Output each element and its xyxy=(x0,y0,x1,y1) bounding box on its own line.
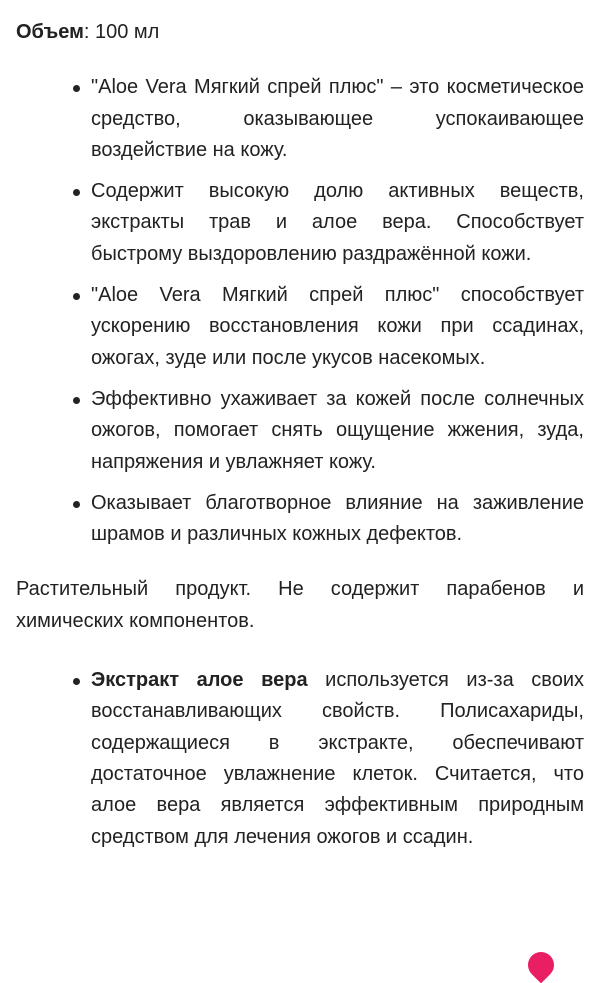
benefit-item: "Aloe Vera Мягкий спрей плюс" способствует ускорению восстановления кожи при ссадинах, ожогах, зуде или после укусов насекомых. xyxy=(91,280,584,374)
benefit-item: "Aloe Vera Мягкий спрей плюс" – это косметическое средство, оказывающее успокаивающее воздействие на кожу. xyxy=(91,72,584,166)
benefit-item: Эффективно ухаживает за кожей после солнечных ожогов, помогает снять ощущение жжения, зуда, напряжения и увлажняет кожу. xyxy=(91,384,584,478)
volume-line xyxy=(16,17,584,48)
benefit-item: Оказывает благотворное влияние на заживление шрамов и различных кожных дефектов. xyxy=(91,488,584,551)
volume-label: Объем xyxy=(16,21,84,43)
ingredient-item xyxy=(91,665,584,853)
plant-product-note: Растительный продукт. Не содержит парабенов и химических компонентов. xyxy=(16,578,584,632)
benefit-item: Содержит высокую долю активных веществ, экстракты трав и алое вера. Способствует быстрому выздоровлению раздражённой кожи. xyxy=(91,176,584,270)
ingredient-name: Экстракт алое вера xyxy=(91,669,308,692)
ingredients-list xyxy=(16,665,584,853)
benefits-list xyxy=(16,72,584,550)
ingredient-description: используется из-за своих восстанавливающих свойств. Полисахариды, содержащиеся в экстракте, обеспечивают достаточное увлажнение клеток. Считается, что алое вера является эффективным природным средством для лечения ожогов и ссадин. xyxy=(91,669,584,848)
volume-value: : 100 мл xyxy=(83,21,160,43)
floating-action-button[interactable] xyxy=(523,947,560,983)
